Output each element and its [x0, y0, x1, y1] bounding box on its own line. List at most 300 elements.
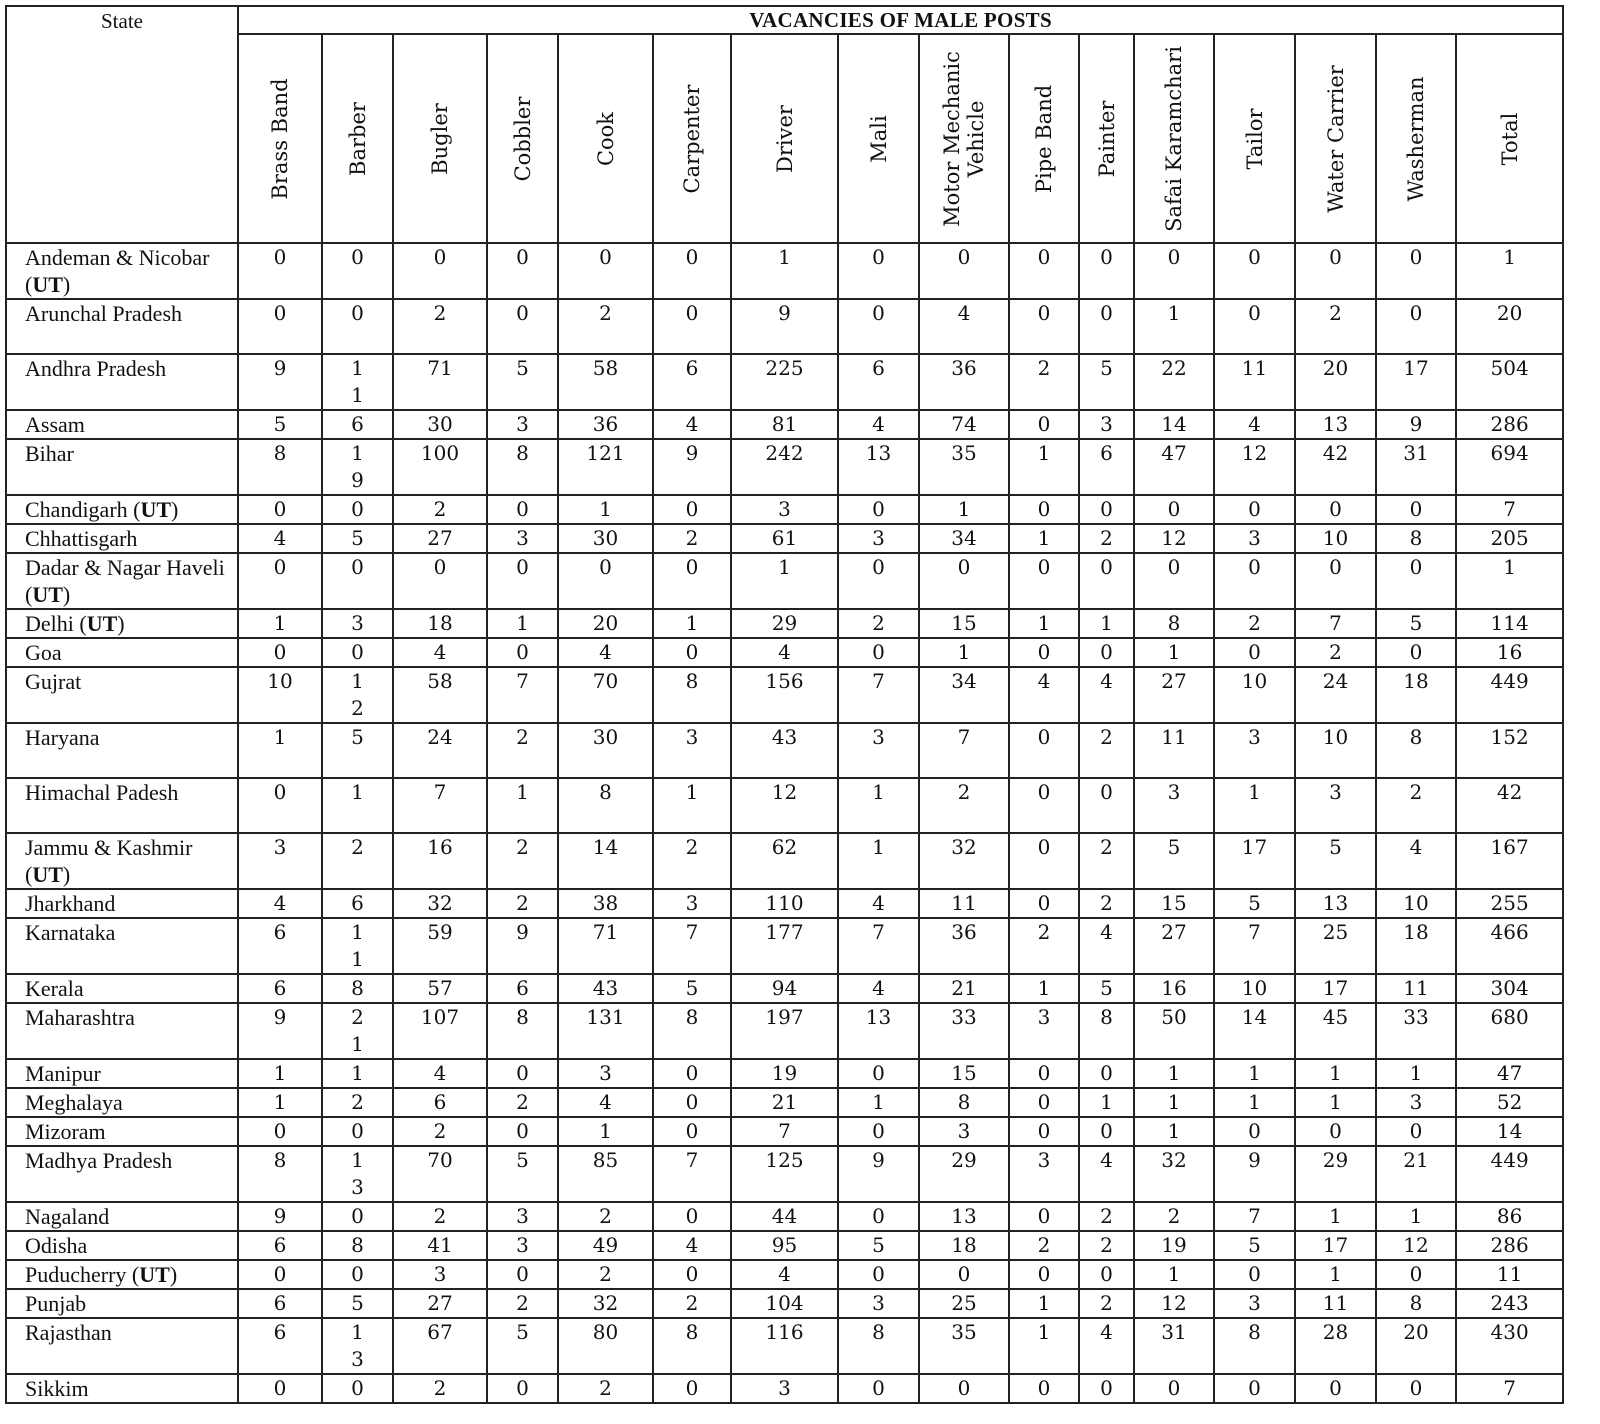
value-cell: 0	[238, 638, 322, 667]
state-cell	[6, 1059, 238, 1088]
value-cell: 0	[487, 1374, 558, 1403]
value-cell: 8	[1376, 1289, 1456, 1318]
value-cell: 17	[1295, 974, 1376, 1003]
value-cell: 0	[1009, 1374, 1079, 1403]
value-cell: 42	[1295, 439, 1376, 495]
value-cell: 0	[1079, 299, 1134, 354]
value-cell: 80	[558, 1318, 653, 1374]
value-cell: 11	[1134, 723, 1214, 778]
value-cell: 34	[919, 667, 1009, 723]
value-cell: 0	[1009, 1260, 1079, 1289]
value-cell: 33	[919, 1003, 1009, 1059]
value-cell: 0	[1009, 1088, 1079, 1117]
value-cell: 3	[1295, 778, 1376, 833]
value-cell: 1	[1009, 439, 1079, 495]
value-cell: 0	[653, 1260, 731, 1289]
value-cell: 4	[1214, 410, 1295, 439]
state-name: Bihar	[25, 441, 74, 466]
total-cell: 286	[1456, 410, 1563, 439]
state-cell	[6, 638, 238, 667]
table-row	[6, 1260, 1563, 1289]
value-cell: 1	[653, 609, 731, 638]
state-name: Maharashtra	[25, 1005, 135, 1030]
value-cell: 17	[1376, 354, 1456, 410]
value-cell: 9	[238, 1003, 322, 1059]
state-cell: Andeman & Nicobar (UT)	[6, 243, 238, 299]
value-cell: 18	[919, 1231, 1009, 1260]
value-cell: 5	[1214, 1231, 1295, 1260]
value-cell: 6	[653, 354, 731, 410]
value-cell: 4	[558, 638, 653, 667]
value-cell: 4	[238, 889, 322, 918]
value-cell: 0	[1009, 833, 1079, 889]
value-cell: 2	[322, 1088, 393, 1117]
value-cell: 1	[238, 1059, 322, 1088]
total-cell: 11	[1456, 1260, 1563, 1289]
value-cell: 0	[919, 1260, 1009, 1289]
total-cell: 304	[1456, 974, 1563, 1003]
value-cell: 0	[1009, 243, 1079, 299]
value-cell: 9	[238, 1202, 322, 1231]
value-cell: 0	[322, 1260, 393, 1289]
value-cell: 0	[838, 1059, 919, 1088]
value-cell: 7	[1214, 1202, 1295, 1231]
value-cell: 8	[238, 439, 322, 495]
value-cell: 2	[322, 833, 393, 889]
value-cell: 67	[393, 1318, 487, 1374]
state-name: Jammu & Kashmir	[25, 835, 193, 860]
value-cell: 4	[1079, 1318, 1134, 1374]
value-cell: 19	[322, 439, 393, 495]
value-cell: 1	[322, 1059, 393, 1088]
value-cell: 4	[653, 410, 731, 439]
value-cell: 0	[1214, 1260, 1295, 1289]
value-cell: 3	[919, 1117, 1009, 1146]
value-cell: 0	[1295, 1117, 1376, 1146]
value-cell: 8	[653, 1003, 731, 1059]
state-name: Rajasthan	[25, 1320, 112, 1345]
value-cell: 21	[1376, 1146, 1456, 1202]
value-cell: 0	[1079, 1374, 1134, 1403]
value-cell: 22	[1134, 354, 1214, 410]
state-cell	[6, 1117, 238, 1146]
value-cell: 1	[1079, 1088, 1134, 1117]
value-cell: 2	[393, 1117, 487, 1146]
value-cell: 31	[1376, 439, 1456, 495]
value-cell: 0	[838, 299, 919, 354]
value-cell: 1	[1134, 1260, 1214, 1289]
value-cell: 10	[238, 667, 322, 723]
state-cell	[6, 354, 238, 410]
state-name: Chhattisgarh	[25, 526, 138, 551]
column-header-label: Pipe Band	[1032, 84, 1056, 193]
column-header-label: Bugler	[428, 102, 452, 175]
value-cell: 8	[1214, 1318, 1295, 1374]
value-cell: 20	[558, 609, 653, 638]
value-cell: 3	[487, 524, 558, 553]
value-cell: 3	[1079, 410, 1134, 439]
value-cell: 2	[838, 609, 919, 638]
value-cell: 0	[1009, 778, 1079, 833]
state-name: Manipur	[25, 1061, 101, 1086]
value-cell: 32	[393, 889, 487, 918]
value-cell: 0	[238, 778, 322, 833]
value-cell: 2	[393, 495, 487, 524]
value-cell: 6	[487, 974, 558, 1003]
value-cell: 0	[322, 495, 393, 524]
value-cell: 2	[558, 1260, 653, 1289]
value-cell: 47	[1134, 439, 1214, 495]
value-cell: 9	[653, 439, 731, 495]
state-name: Andeman & Nicobar	[25, 245, 210, 270]
value-cell: 9	[838, 1146, 919, 1202]
value-cell: 0	[838, 1202, 919, 1231]
column-header	[558, 34, 653, 243]
value-cell: 0	[919, 1374, 1009, 1403]
total-cell: 449	[1456, 667, 1563, 723]
value-cell: 1	[487, 609, 558, 638]
value-cell: 8	[653, 667, 731, 723]
value-cell: 1	[1134, 1117, 1214, 1146]
value-cell: 0	[838, 1260, 919, 1289]
value-cell: 6	[322, 410, 393, 439]
state-name: Karnataka	[25, 920, 116, 945]
value-cell: 32	[558, 1289, 653, 1318]
total-cell: 430	[1456, 1318, 1563, 1374]
value-cell: 2	[558, 299, 653, 354]
value-cell: 7	[1214, 918, 1295, 974]
state-cell: Dadar & Nagar Haveli (UT)	[6, 553, 238, 609]
value-cell: 10	[1214, 667, 1295, 723]
value-cell: 8	[1376, 723, 1456, 778]
value-cell: 1	[238, 1088, 322, 1117]
value-cell: 17	[1295, 1231, 1376, 1260]
value-cell: 12	[1214, 439, 1295, 495]
value-cell: 1	[1214, 1059, 1295, 1088]
value-cell: 2	[653, 1289, 731, 1318]
value-cell: 25	[1295, 918, 1376, 974]
value-cell: 1	[1295, 1059, 1376, 1088]
value-cell: 0	[1376, 1117, 1456, 1146]
value-cell: 5	[1134, 833, 1214, 889]
value-cell: 9	[487, 918, 558, 974]
column-header-label: Brass Band	[268, 77, 292, 200]
value-cell: 15	[919, 1059, 1009, 1088]
value-cell: 177	[731, 918, 838, 974]
value-cell: 12	[1376, 1231, 1456, 1260]
value-cell: 4	[731, 638, 838, 667]
value-cell: 27	[393, 1289, 487, 1318]
column-header-label: Cobbler	[510, 96, 535, 181]
value-cell: 74	[919, 410, 1009, 439]
value-cell: 6	[238, 1289, 322, 1318]
state-cell	[6, 1146, 238, 1202]
value-cell: 2	[487, 1289, 558, 1318]
state-name: Gujrat	[25, 669, 82, 694]
value-cell: 12	[1134, 1289, 1214, 1318]
value-cell: 1	[919, 495, 1009, 524]
value-cell: 0	[653, 299, 731, 354]
column-header	[1456, 34, 1563, 243]
value-cell: 0	[838, 1374, 919, 1403]
value-cell: 1	[1134, 1059, 1214, 1088]
state-name: Mizoram	[25, 1119, 106, 1144]
state-cell: Jammu & Kashmir (UT)	[6, 833, 238, 889]
column-header	[238, 34, 322, 243]
value-cell: 58	[558, 354, 653, 410]
value-cell: 61	[731, 524, 838, 553]
value-cell: 0	[1009, 638, 1079, 667]
value-cell: 24	[393, 723, 487, 778]
value-cell: 0	[1376, 243, 1456, 299]
value-cell: 0	[1009, 889, 1079, 918]
ut-badge: UT	[32, 272, 63, 297]
value-cell: 1	[1134, 1088, 1214, 1117]
value-cell: 3	[1376, 1088, 1456, 1117]
table-title: VACANCIES OF MALE POSTS	[238, 6, 1563, 34]
value-cell: 3	[653, 889, 731, 918]
value-cell: 30	[558, 723, 653, 778]
value-cell: 121	[558, 439, 653, 495]
column-header	[1376, 34, 1456, 243]
value-cell: 0	[487, 1260, 558, 1289]
value-cell: 0	[1134, 243, 1214, 299]
value-cell: 5	[838, 1231, 919, 1260]
value-cell: 2	[1079, 1202, 1134, 1231]
value-cell: 1	[1079, 609, 1134, 638]
value-cell: 7	[653, 1146, 731, 1202]
value-cell: 0	[1376, 495, 1456, 524]
value-cell: 6	[322, 889, 393, 918]
value-cell: 8	[238, 1146, 322, 1202]
table-row	[6, 1146, 1563, 1202]
value-cell: 0	[1376, 1374, 1456, 1403]
value-cell: 2	[558, 1374, 653, 1403]
value-cell: 0	[1376, 299, 1456, 354]
value-cell: 10	[1214, 974, 1295, 1003]
value-cell: 36	[558, 410, 653, 439]
value-cell: 11	[1214, 354, 1295, 410]
state-cell	[6, 410, 238, 439]
state-cell	[6, 723, 238, 778]
value-cell: 0	[1079, 778, 1134, 833]
value-cell: 2	[1134, 1202, 1214, 1231]
state-cell	[6, 974, 238, 1003]
value-cell: 116	[731, 1318, 838, 1374]
value-cell: 0	[238, 299, 322, 354]
value-cell: 0	[653, 553, 731, 609]
value-cell: 0	[1214, 1117, 1295, 1146]
state-name: Arunchal Pradesh	[25, 301, 183, 326]
value-cell: 0	[1009, 1117, 1079, 1146]
total-cell: 255	[1456, 889, 1563, 918]
state-cell	[6, 778, 238, 833]
value-cell: 27	[1134, 667, 1214, 723]
value-cell: 5	[1079, 354, 1134, 410]
state-name: Chandigarh	[25, 497, 128, 522]
value-cell: 100	[393, 439, 487, 495]
value-cell: 2	[919, 778, 1009, 833]
value-cell: 0	[1134, 1374, 1214, 1403]
total-cell: 286	[1456, 1231, 1563, 1260]
value-cell: 9	[1376, 410, 1456, 439]
value-cell: 8	[322, 974, 393, 1003]
state-cell	[6, 1231, 238, 1260]
value-cell: 0	[322, 299, 393, 354]
value-cell: 0	[1009, 299, 1079, 354]
value-cell: 1	[1009, 1318, 1079, 1374]
value-cell: 43	[558, 974, 653, 1003]
value-cell: 38	[558, 889, 653, 918]
value-cell: 2	[487, 889, 558, 918]
total-cell: 504	[1456, 354, 1563, 410]
state-cell	[6, 1318, 238, 1374]
value-cell: 7	[838, 918, 919, 974]
value-cell: 0	[653, 1202, 731, 1231]
value-cell: 1	[1009, 974, 1079, 1003]
value-cell: 6	[1079, 439, 1134, 495]
value-cell: 5	[487, 1146, 558, 1202]
table-row	[6, 354, 1563, 410]
value-cell: 6	[238, 1231, 322, 1260]
value-cell: 0	[1079, 1059, 1134, 1088]
value-cell: 1	[1376, 1202, 1456, 1231]
value-cell: 4	[1079, 1146, 1134, 1202]
value-cell: 3	[322, 609, 393, 638]
state-name: Madhya Pradesh	[25, 1148, 173, 1173]
value-cell: 0	[487, 495, 558, 524]
value-cell: 29	[731, 609, 838, 638]
value-cell: 10	[1376, 889, 1456, 918]
value-cell: 35	[919, 1318, 1009, 1374]
table-row	[6, 918, 1563, 974]
value-cell: 156	[731, 667, 838, 723]
value-cell: 4	[1009, 667, 1079, 723]
value-cell: 7	[1295, 609, 1376, 638]
value-cell: 5	[487, 1318, 558, 1374]
value-cell: 3	[731, 495, 838, 524]
value-cell: 21	[731, 1088, 838, 1117]
value-cell: 71	[393, 354, 487, 410]
state-cell	[6, 918, 238, 974]
value-cell: 0	[1295, 243, 1376, 299]
value-cell: 0	[487, 243, 558, 299]
value-cell: 1	[919, 638, 1009, 667]
column-header	[919, 34, 1009, 243]
state-name: Haryana	[25, 725, 100, 750]
value-cell: 81	[731, 410, 838, 439]
value-cell: 1	[558, 1117, 653, 1146]
value-cell: 4	[838, 889, 919, 918]
state-name: Odisha	[25, 1233, 88, 1258]
value-cell: 13	[322, 1146, 393, 1202]
table-row	[6, 974, 1563, 1003]
value-cell: 0	[1134, 553, 1214, 609]
value-cell: 1	[1009, 609, 1079, 638]
state-cell: Delhi (UT)	[6, 609, 238, 638]
value-cell: 1	[1009, 524, 1079, 553]
total-cell: 52	[1456, 1088, 1563, 1117]
value-cell: 1	[653, 778, 731, 833]
value-cell: 3	[1009, 1003, 1079, 1059]
value-cell: 2	[393, 299, 487, 354]
value-cell: 31	[1134, 1318, 1214, 1374]
table-row	[6, 410, 1563, 439]
value-cell: 2	[393, 1374, 487, 1403]
value-cell: 0	[238, 1117, 322, 1146]
value-cell: 1	[238, 609, 322, 638]
state-column-header: State	[6, 6, 238, 243]
value-cell: 0	[238, 1374, 322, 1403]
value-cell: 35	[919, 439, 1009, 495]
state-name: Jharkhand	[25, 891, 116, 916]
column-header-label: Motor Mechanic Vehicle	[940, 50, 988, 227]
value-cell: 0	[653, 495, 731, 524]
value-cell: 4	[653, 1231, 731, 1260]
value-cell: 6	[238, 918, 322, 974]
value-cell: 1	[1376, 1059, 1456, 1088]
value-cell: 0	[1009, 553, 1079, 609]
value-cell: 0	[238, 243, 322, 299]
value-cell: 30	[393, 410, 487, 439]
value-cell: 13	[322, 1318, 393, 1374]
value-cell: 6	[838, 354, 919, 410]
value-cell: 0	[919, 243, 1009, 299]
value-cell: 1	[1214, 1088, 1295, 1117]
total-cell: 20	[1456, 299, 1563, 354]
value-cell: 0	[1079, 1260, 1134, 1289]
value-cell: 1	[731, 553, 838, 609]
value-cell: 12	[322, 667, 393, 723]
total-cell: 114	[1456, 609, 1563, 638]
value-cell: 11	[322, 354, 393, 410]
value-cell: 18	[1376, 918, 1456, 974]
value-cell: 0	[838, 553, 919, 609]
value-cell: 32	[1134, 1146, 1214, 1202]
value-cell: 5	[238, 410, 322, 439]
value-cell: 2	[1295, 299, 1376, 354]
value-cell: 41	[393, 1231, 487, 1260]
value-cell: 1	[1009, 1289, 1079, 1318]
table-row	[6, 524, 1563, 553]
value-cell: 59	[393, 918, 487, 974]
value-cell: 62	[731, 833, 838, 889]
table-row	[6, 1059, 1563, 1088]
column-header	[1214, 34, 1295, 243]
state-cell	[6, 667, 238, 723]
value-cell: 13	[838, 1003, 919, 1059]
value-cell: 11	[1295, 1289, 1376, 1318]
total-cell: 7	[1456, 1374, 1563, 1403]
value-cell: 14	[1134, 410, 1214, 439]
state-cell	[6, 299, 238, 354]
value-cell: 49	[558, 1231, 653, 1260]
total-cell: 694	[1456, 439, 1563, 495]
value-cell: 30	[558, 524, 653, 553]
state-name: Goa	[25, 640, 62, 665]
table-row	[6, 1117, 1563, 1146]
value-cell: 3	[731, 1374, 838, 1403]
table-row	[6, 495, 1563, 524]
value-cell: 0	[393, 553, 487, 609]
value-cell: 1	[1134, 638, 1214, 667]
state-name: Himachal Padesh	[25, 780, 179, 805]
value-cell: 4	[1376, 833, 1456, 889]
value-cell: 0	[653, 243, 731, 299]
table-row	[6, 1003, 1563, 1059]
column-header-label: Painter	[1094, 100, 1119, 177]
value-cell: 27	[393, 524, 487, 553]
